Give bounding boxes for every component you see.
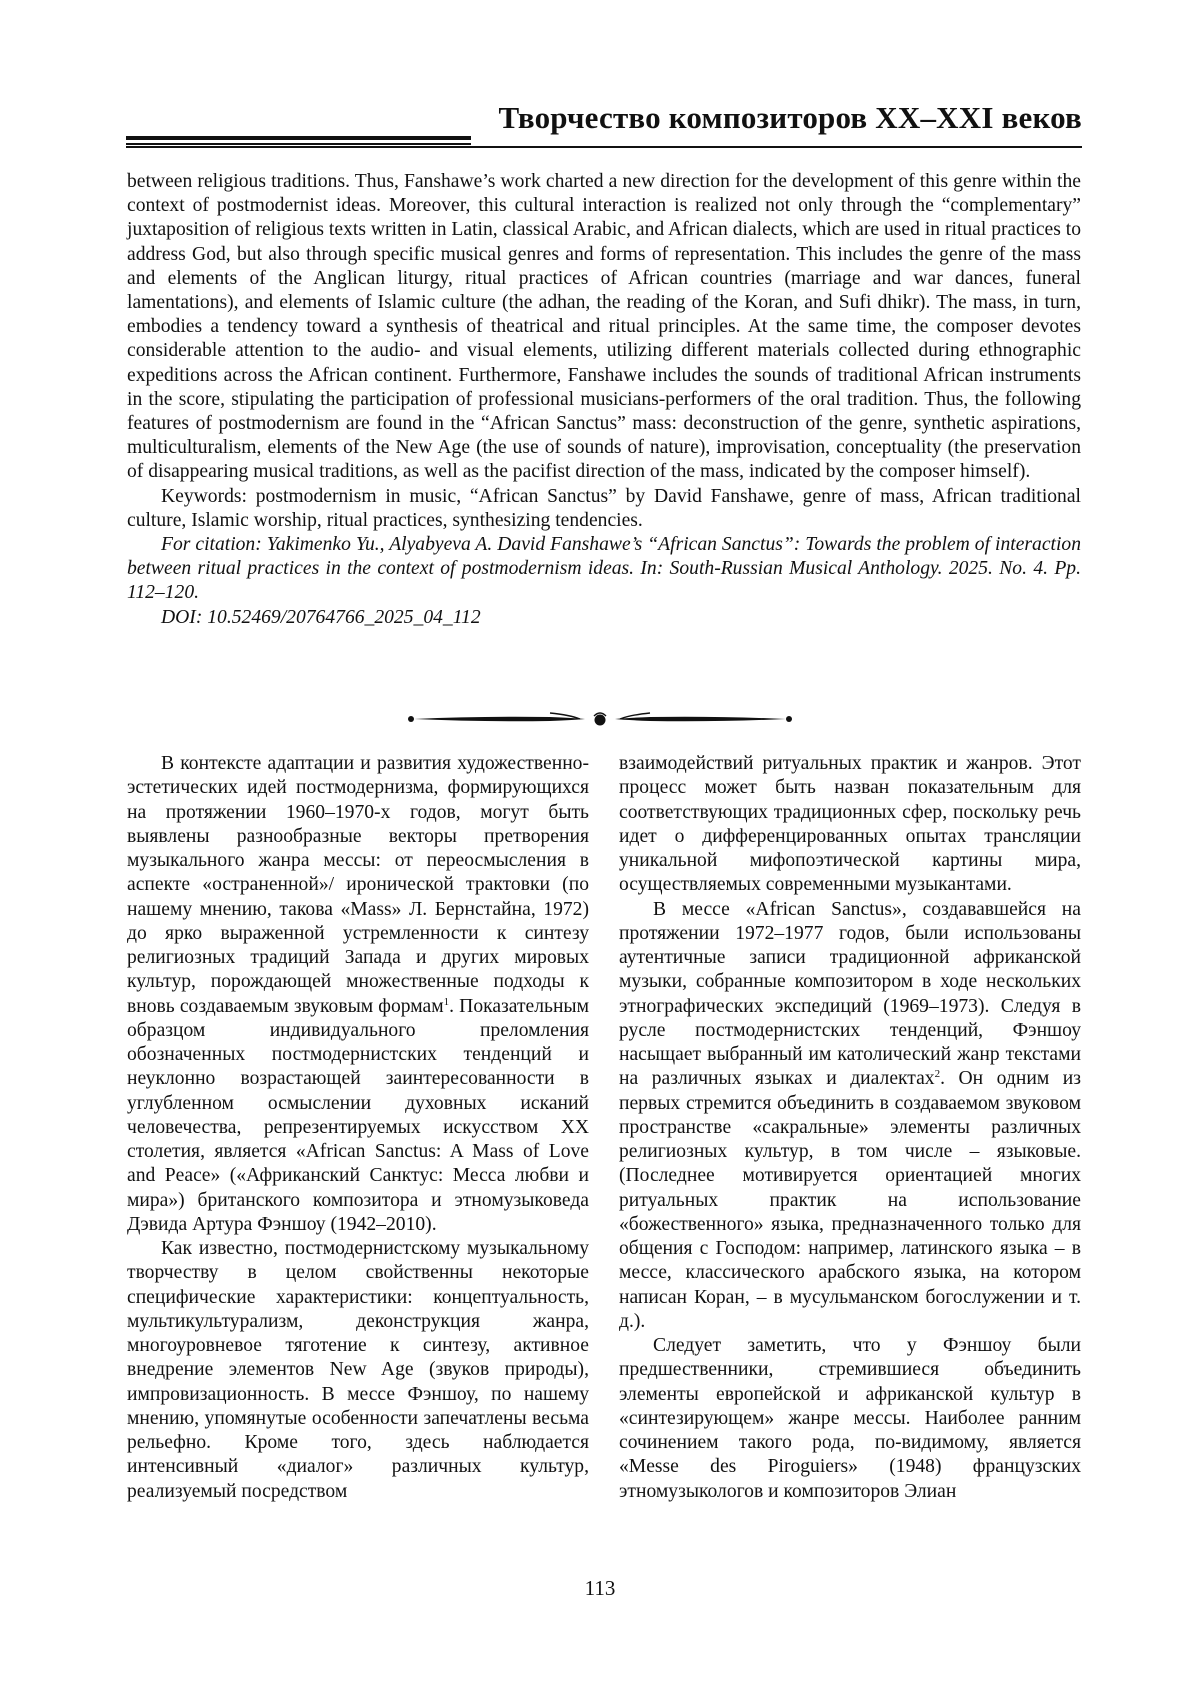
abstract-body: between religious traditions. Thus, Fanshawe’s work charted a new direction for the development of this genre within the context of postmodernist ideas. Moreover, this cultural interaction is realized not only through the “complementary” juxtaposition of religious texts written in Latin, classical Arabic, and African dialects, which are used in ritual practices to address God, but also through specific musical genres and forms of representation. This includes the genre of the mass and elements of the Anglican liturgy, ritual practices of African countries (marriage and war dances, funeral lamentations), and elements of Islamic culture (the adhan, the reading of the Koran, and Sufi dhikr). The mass, in turn, embodies a tendency toward a synthesis of theatrical and ritual principles. At the same time, the composer devotes considerable attention to the audio- and visual elements, utilizing different materials collected during ethnographic expeditions across the African continent. Furthermore, Fanshawe includes the sounds of traditional African instruments in the score, stipulating the participation of professional musicians-performers of the oral tradition. Thus, the following features of postmodernism are found in the “African Sanctus” mass: deconstruction of the genre, synthetic aspirations, multiculturalism, elements of the New Age (the use of sounds of nature), improvisation, conceptuality (the preservation of disappearing musical traditions, as well as the pacifist direction of the mass, indicated by the composer himself). <box>127 171 1081 483</box>
abstract-doi: DOI: 10.52469/20764766_2025_04_112 <box>161 606 481 628</box>
running-header-title: Творчество композиторов XX–XXI веков <box>498 100 1082 135</box>
page-number: 113 <box>584 1576 616 1600</box>
header-rule-thin <box>126 143 471 145</box>
left-paragraph-1 <box>127 752 589 1237</box>
right-paragraph-continued: взаимодействий ритуальных практик и жанров. Этот процесс может быть назван показательным для соответствующих традиционных сфер, поскольку речь идет о дифференцированных опытах трансляции уникальной мифопоэтической картины мира, осуществляемых современными музыкантами. <box>619 753 1081 896</box>
left-p1-text-a: В контексте адаптации и развития художественно-эстетических идей постмодернизма, формирующихся на протяжении 1960–1970-х годов, могут быть выявлены разнообразные векторы претворения музыкального жанра мессы: от переосмысления в аспекте «остраненной»/ иронической трактовки (по нашему мнению, такова «Mass» Л. Бернстайна, 1972) до ярко выраженной устремленности к синтезу религиозных традиций Запада и других мировых культур, порождающей множественные подходы к вновь создаваемым звуковым формам <box>127 753 589 1017</box>
right-paragraph-1 <box>619 898 1081 1335</box>
abstract-keywords: Keywords: postmodernism in music, “African Sanctus” by David Fanshawe, genre of mass, African traditional culture, Islamic worship, ritual practices, synthesizing tendencies. <box>127 485 1081 531</box>
right-column <box>619 752 1081 1504</box>
left-paragraph-2: Как известно, постмодернистскому музыкальному творчеству в целом свойственны некоторые специфические характеристики: концептуальность, мультикультурализм, деконструкция жанра, многоуровневое тяготение к синтезу, активное внедрение элементов New Age (звуков природы), импровизационность. В мессе Фэншоу, по нашему мнению, упомянутые особенности запечатлены весьма рельефно. Кроме того, здесь наблюдается интенсивный «диалог» различных культур, реализуемый посредством <box>127 1238 589 1502</box>
left-p1-text-b: . Показательным образцом индивидуального преломления обозначенных постмодернистских тенденций и неуклонно возрастающей заинтересованности в углубленном осмыслении духовных исканий человечества, репрезентируемых искусством XX столетия, является «African Sanctus: A Mass of Love and Peace» («Африканский Санктус: Месса любви и мира») британского композитора и этномузыковеда Дэвида Артура Фэншоу (1942–2010). <box>127 995 589 1235</box>
footnote-ref-1[interactable]: 1 <box>443 995 450 1008</box>
right-p1-text-b: . Он одним из первых стремится объединить в создаваемом звуковом пространстве «сакральные» элементы различных религиозных культур, в том числе – языковые. (Последнее мотивируется ориентацией многих ритуальных практик на использование «божественного» языка, предназначенного только для общения с Господом: например, латинского языка – в мессе, классического арабского языка, на котором написан Коран, – в мусульманском богослужении и т. д.). <box>619 1068 1081 1332</box>
right-p1-text-a: В мессе «African Sanctus», создававшейся на протяжении 1972–1977 годов, были использованы аутентичные записи традиционной африканской музыки, собранные композитором в ходе нескольких этнографических экспедиций (1969–1973). Следуя в русле постмодернистских тенденций, Фэншоу насыщает выбранный им католический жанр текстами на различных языках и диалектах <box>619 898 1081 1090</box>
right-paragraph-2: Следует заметить, что у Фэншоу были предшественники, стремившиеся объединить элементы европейской и африканской культур в «синтезирующем» жанре мессы. Наиболее ранним сочинением такого рода, по-видимому, является «Messe des Piroguiers» (1948) французских этномузыкологов и композиторов Элиан <box>619 1335 1081 1502</box>
section-divider-ornament <box>400 706 800 732</box>
header-rule-thick <box>126 136 471 140</box>
footnote-ref-2[interactable]: 2 <box>934 1068 941 1081</box>
left-column <box>127 752 589 1504</box>
abstract-citation: For citation: Yakimenko Yu., Alyabyeva A. David Fanshawe’s “African Sanctus”: Towards the problem of interaction between ritual practices in the context of postmodernism ideas. In: South-Russian Musical Anthology. 2025. No. 4. Pp. 112–120. <box>127 534 1081 604</box>
english-abstract <box>127 170 1081 630</box>
header-rule-long <box>126 146 1082 148</box>
